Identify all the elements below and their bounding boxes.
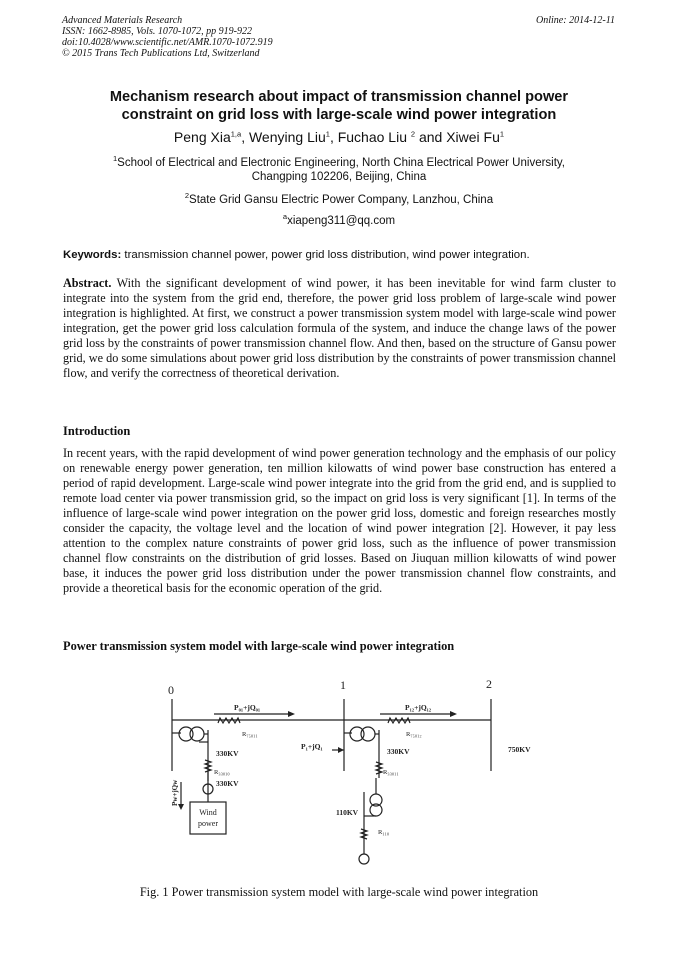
- figure-caption: Fig. 1 Power transmission system model with large-scale wind power integration: [139, 885, 539, 899]
- author-list: [60, 129, 618, 145]
- author-email: [60, 214, 618, 228]
- title-line-2: constraint on grid loss with large-scale wind power integration: [121, 107, 557, 123]
- journal-header: [62, 15, 422, 59]
- author-separator: ,: [241, 129, 249, 145]
- title-line-1: Mechanism research about impact of transmission channel power: [109, 89, 569, 105]
- wind-box-label-1: Wind: [199, 808, 217, 817]
- r75011-label: R₇₅₀₁₁: [242, 731, 258, 738]
- email-text: xiapeng311@qq.com: [287, 215, 396, 227]
- wind-power-box: [190, 802, 226, 834]
- abstract-text: With the significant development of wind power, it has been inevitable for wind farm cluster to integrate into the system from the grid end, therefore, the power grid loss problem of large-scale wind power integration is highlighted. At first, we construct a power transmission system model with large-scale wind power integration, get the power grid loss calculation formula of the system, and induce the change laws of the power grid loss by the constraints of power transmission channel flow. And then, based on the structure of Gansu power grid, we do some simulations about power grid loss distribution by the constraints of power transmission channel flow, and verify the correctness of theoretical derivation.: [63, 276, 616, 381]
- flow-p01-label: P₀₁+jQ₀₁: [234, 703, 261, 712]
- affiliation-2: [60, 193, 618, 207]
- transformer-1-winding-b: [361, 727, 375, 741]
- affiliation-2-text: State Grid Gansu Electric Power Company, Lanzhou, China: [189, 194, 494, 206]
- author-name: Fuchao Liu: [337, 129, 411, 145]
- author-separator: ,: [329, 129, 338, 145]
- transformer-0-winding-b: [190, 727, 204, 741]
- node-1-label: 1: [340, 678, 346, 692]
- keywords: [63, 249, 615, 261]
- paper-title: [60, 88, 618, 124]
- affiliation-1-line-1: School of Electrical and Electronic Engineering, North China Electrical Power University,: [117, 157, 566, 169]
- r33011-label: R₃₃₀₁₁: [383, 769, 399, 776]
- email-sup: a: [282, 212, 288, 222]
- voltage-330kv-a: 330KV: [216, 749, 239, 758]
- author-name: Wenying Liu: [248, 129, 326, 145]
- voltage-330kv-c: 330KV: [387, 747, 410, 756]
- abstract-label: Abstract.: [63, 276, 112, 290]
- model-section-heading: Power transmission system model with large-scale wind power integration: [63, 639, 455, 653]
- author-sup: 1,a: [230, 129, 242, 139]
- node-2-label: 2: [486, 677, 492, 691]
- r110-label: R₁₁₀: [378, 829, 390, 836]
- voltage-750kv: 750KV: [508, 745, 531, 754]
- abstract: [63, 276, 616, 381]
- voltage-330kv-b: 330KV: [216, 779, 239, 788]
- introduction-body: In recent years, with the rapid development of wind power generation technology and the emphasis of our policy on renewable energy power generation, ten million kilowatts of wind power base construction has entered a period of rapid development. Large-scale wind power integrate into the grid from the grid end, and is supplied to remote load center via power transmission grid, so the impact on grid loss is very significant [1]. In terms of the influence of large-scale wind power integration on the power grid loss, domestic and foreign researches mostly consider the capacity, the voltage level and the location of wind power integration [2]. However, it pay less attention to the complex nature constraints of power grid loss, such as the influence of power transmission channel flow constraints on the distribution of grid losses. Based on Jiuquan million kilowatts of wind power base, it induces the power grid loss distribution under the power transmission channel flow constraints, and provide a theoretical basis for the economic operation of the grid.: [63, 446, 616, 596]
- load-p1-label: P₁+jQ₁: [301, 742, 323, 751]
- wind-box-label-2: power: [198, 819, 218, 828]
- load-symbol: [359, 854, 369, 864]
- affiliation-1: [60, 156, 618, 184]
- author-separator: and: [415, 129, 447, 145]
- affiliation-1-sup: 1: [112, 154, 118, 164]
- system-model-diagram: [150, 676, 570, 876]
- author-sup: 2: [410, 129, 416, 139]
- keywords-label: Keywords:: [63, 249, 122, 261]
- doi-line: doi:10.4028/www.scientific.net/AMR.1070-1072.919: [62, 37, 273, 48]
- resistor-110: [361, 829, 367, 839]
- node-0-label: 0: [168, 683, 174, 697]
- wind-pw-label: Pw+jQw: [171, 779, 179, 806]
- introduction-heading: Introduction: [63, 424, 131, 438]
- transformer-1-winding-a: [350, 727, 364, 741]
- r33010-label: R₃₃₀₁₀: [214, 769, 230, 776]
- author-sup: 1: [499, 129, 505, 139]
- journal-name: Advanced Materials Research: [62, 15, 183, 26]
- transformer-0-winding-a: [179, 727, 193, 741]
- affiliation-2-sup: 2: [184, 191, 190, 201]
- author-name: Xiwei Fu: [446, 129, 500, 145]
- author-name: Peng Xia: [173, 129, 231, 145]
- keywords-text: transmission channel power, power grid loss distribution, wind power integration.: [121, 249, 530, 261]
- online-date: Online: 2014-12-11: [536, 15, 615, 26]
- flow-p12-label: P₁₂+jQ₁₂: [405, 703, 432, 712]
- r75012-label: R₇₅₀₁₂: [406, 731, 422, 738]
- affiliation-1-line-2: Changping 102206, Beijing, China: [251, 171, 427, 183]
- issn-line: ISSN: 1662-8985, Vols. 1070-1072, pp 919-922: [62, 26, 252, 37]
- author-sup: 1: [325, 129, 330, 139]
- copyright-line: © 2015 Trans Tech Publications Ltd, Switzerland: [62, 48, 260, 59]
- voltage-110kv: 110KV: [336, 808, 359, 817]
